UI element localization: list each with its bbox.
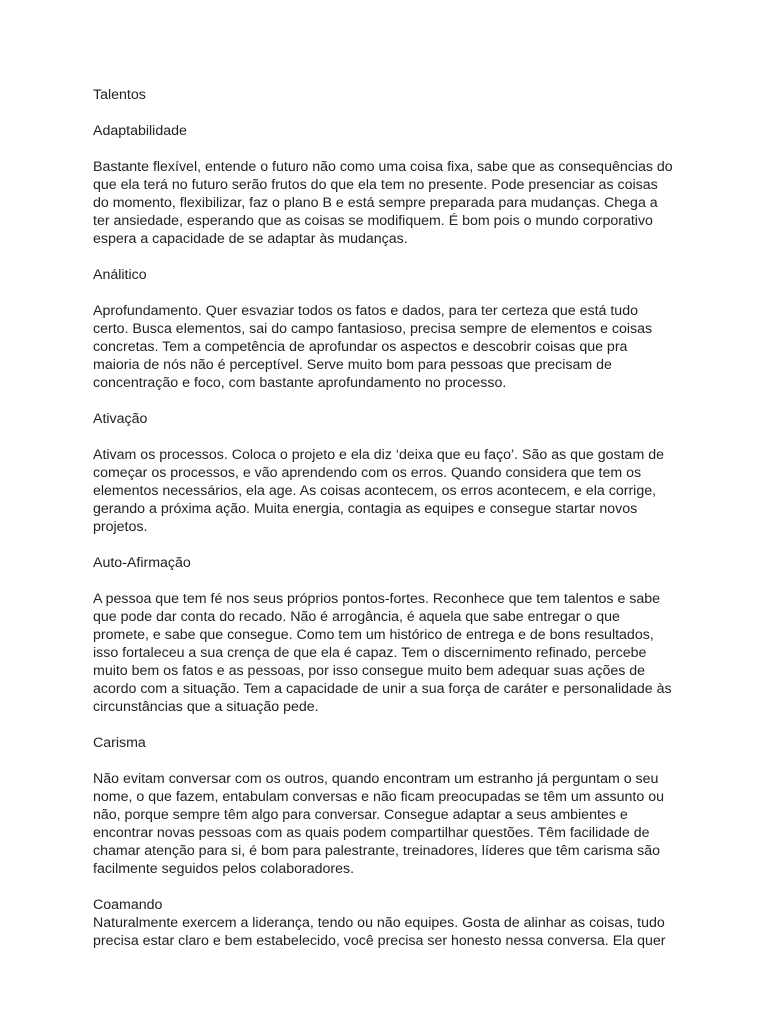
- paragraph-line: concretas. Tem a competência de aprofundar os aspectos e descobrir coisas que pra: [93, 339, 628, 355]
- section-heading: Análitico: [93, 267, 147, 283]
- section-paragraph: [93, 770, 683, 878]
- paragraph-line: facilmente seguidos pelos colaboradores.: [93, 861, 355, 877]
- section-paragraph: [93, 590, 683, 716]
- section-paragraph: [93, 158, 683, 248]
- section-paragraph: [93, 914, 683, 950]
- section-coamando: [93, 896, 683, 950]
- paragraph-line: acordo com a situação. Tem a capacidade de unir a sua força de caráter e personalidade às: [93, 681, 672, 697]
- paragraph-line: Ativam os processos. Coloca o projeto e ela diz ‘deixa que eu faço’. São as que gostam de: [93, 447, 664, 463]
- paragraph-line: projetos.: [93, 519, 148, 535]
- paragraph-line: A pessoa que tem fé nos seus próprios pontos-fortes. Reconhece que tem talentos e sabe: [93, 591, 661, 607]
- paragraph-line: Naturalmente exercem a liderança, tendo ou não equipes. Gosta de alinhar as coisas, tudo: [93, 915, 665, 931]
- paragraph-line: promete, e sabe que consegue. Como tem um histórico de entrega e de bons resultados,: [93, 627, 654, 643]
- paragraph-line: gerando a próxima ação. Muita energia, contagia as equipes e consegue startar novos: [93, 501, 638, 517]
- paragraph-line: espera a capacidade de se adaptar às mudanças.: [93, 231, 408, 247]
- section-heading: Auto-Afirmação: [93, 555, 191, 571]
- section-ativacao: [93, 410, 683, 536]
- paragraph-line: Aprofundamento. Quer esvaziar todos os fatos e dados, para ter certeza que está tudo: [93, 303, 638, 319]
- paragraph-line: precisa estar claro e bem estabelecido, você precisa ser honesto nessa conversa. Ela quer: [93, 933, 666, 949]
- section-carisma: [93, 734, 683, 878]
- paragraph-line: maioria de nós não é perceptível. Serve muito bom para pessoas que precisam de: [93, 357, 612, 373]
- paragraph-line: certo. Busca elementos, sai do campo fantasioso, precisa sempre de elementos e coisas: [93, 321, 653, 337]
- paragraph-line: ter ansiedade, esperando que as coisas se modifiquem. É bom pois o mundo corporativo: [93, 213, 653, 229]
- paragraph-line: elementos necessários, ela age. As coisas acontecem, os erros acontecem, e ela corrige,: [93, 483, 657, 499]
- paragraph-line: que ela terá no futuro serão frutos do que ela tem no presente. Pode presenciar as coisas: [93, 177, 658, 193]
- paragraph-line: que pode dar conta do recado. Não é arrogância, é aquela que sabe entregar o que: [93, 609, 620, 625]
- section-heading: Ativação: [93, 411, 148, 427]
- paragraph-line: Bastante flexível, entende o futuro não como uma coisa fixa, sabe que as consequências do: [93, 159, 673, 175]
- section-analitico: [93, 266, 683, 392]
- section-auto-afirmacao: [93, 554, 683, 716]
- section-heading: Coamando: [93, 897, 163, 913]
- paragraph-line: nome, o que fazem, entabulam conversas e não ficam preocupadas se têm um assunto ou: [93, 789, 664, 805]
- section-heading: Adaptabilidade: [93, 123, 187, 139]
- paragraph-line: isso fortaleceu a sua crença de que ela é capaz. Tem o discernimento refinado, percebe: [93, 645, 647, 661]
- paragraph-line: chamar atenção para si, é bom para palestrante, treinadores, líderes que têm carisma são: [93, 843, 661, 859]
- section-paragraph: [93, 446, 683, 536]
- paragraph-line: do momento, flexibilizar, faz o plano B e está sempre preparada para mudanças. Chega a: [93, 195, 658, 211]
- paragraph-line: Não evitam conversar com os outros, quando encontram um estranho já perguntam o seu: [93, 771, 659, 787]
- document-title: Talentos: [93, 87, 146, 103]
- section-heading: Carisma: [93, 735, 146, 751]
- section-paragraph: [93, 302, 683, 392]
- document-page: [93, 86, 683, 968]
- paragraph-line: encontrar novas pessoas com as quais podem compartilhar questões. Têm facilidade de: [93, 825, 650, 841]
- paragraph-line: muito bem os fatos e as pessoas, por isso consegue muito bem adequar suas ações de: [93, 663, 646, 679]
- paragraph-line: não, porque sempre têm algo para conversar. Consegue adaptar a seus ambientes e: [93, 807, 628, 823]
- paragraph-line: concentração e foco, com bastante aprofundamento no processo.: [93, 375, 507, 391]
- section-adaptabilidade: [93, 122, 683, 248]
- paragraph-line: começar os processos, e vão aprendendo com os erros. Quando considera que tem os: [93, 465, 642, 481]
- paragraph-line: circunstâncias que a situação pede.: [93, 699, 319, 715]
